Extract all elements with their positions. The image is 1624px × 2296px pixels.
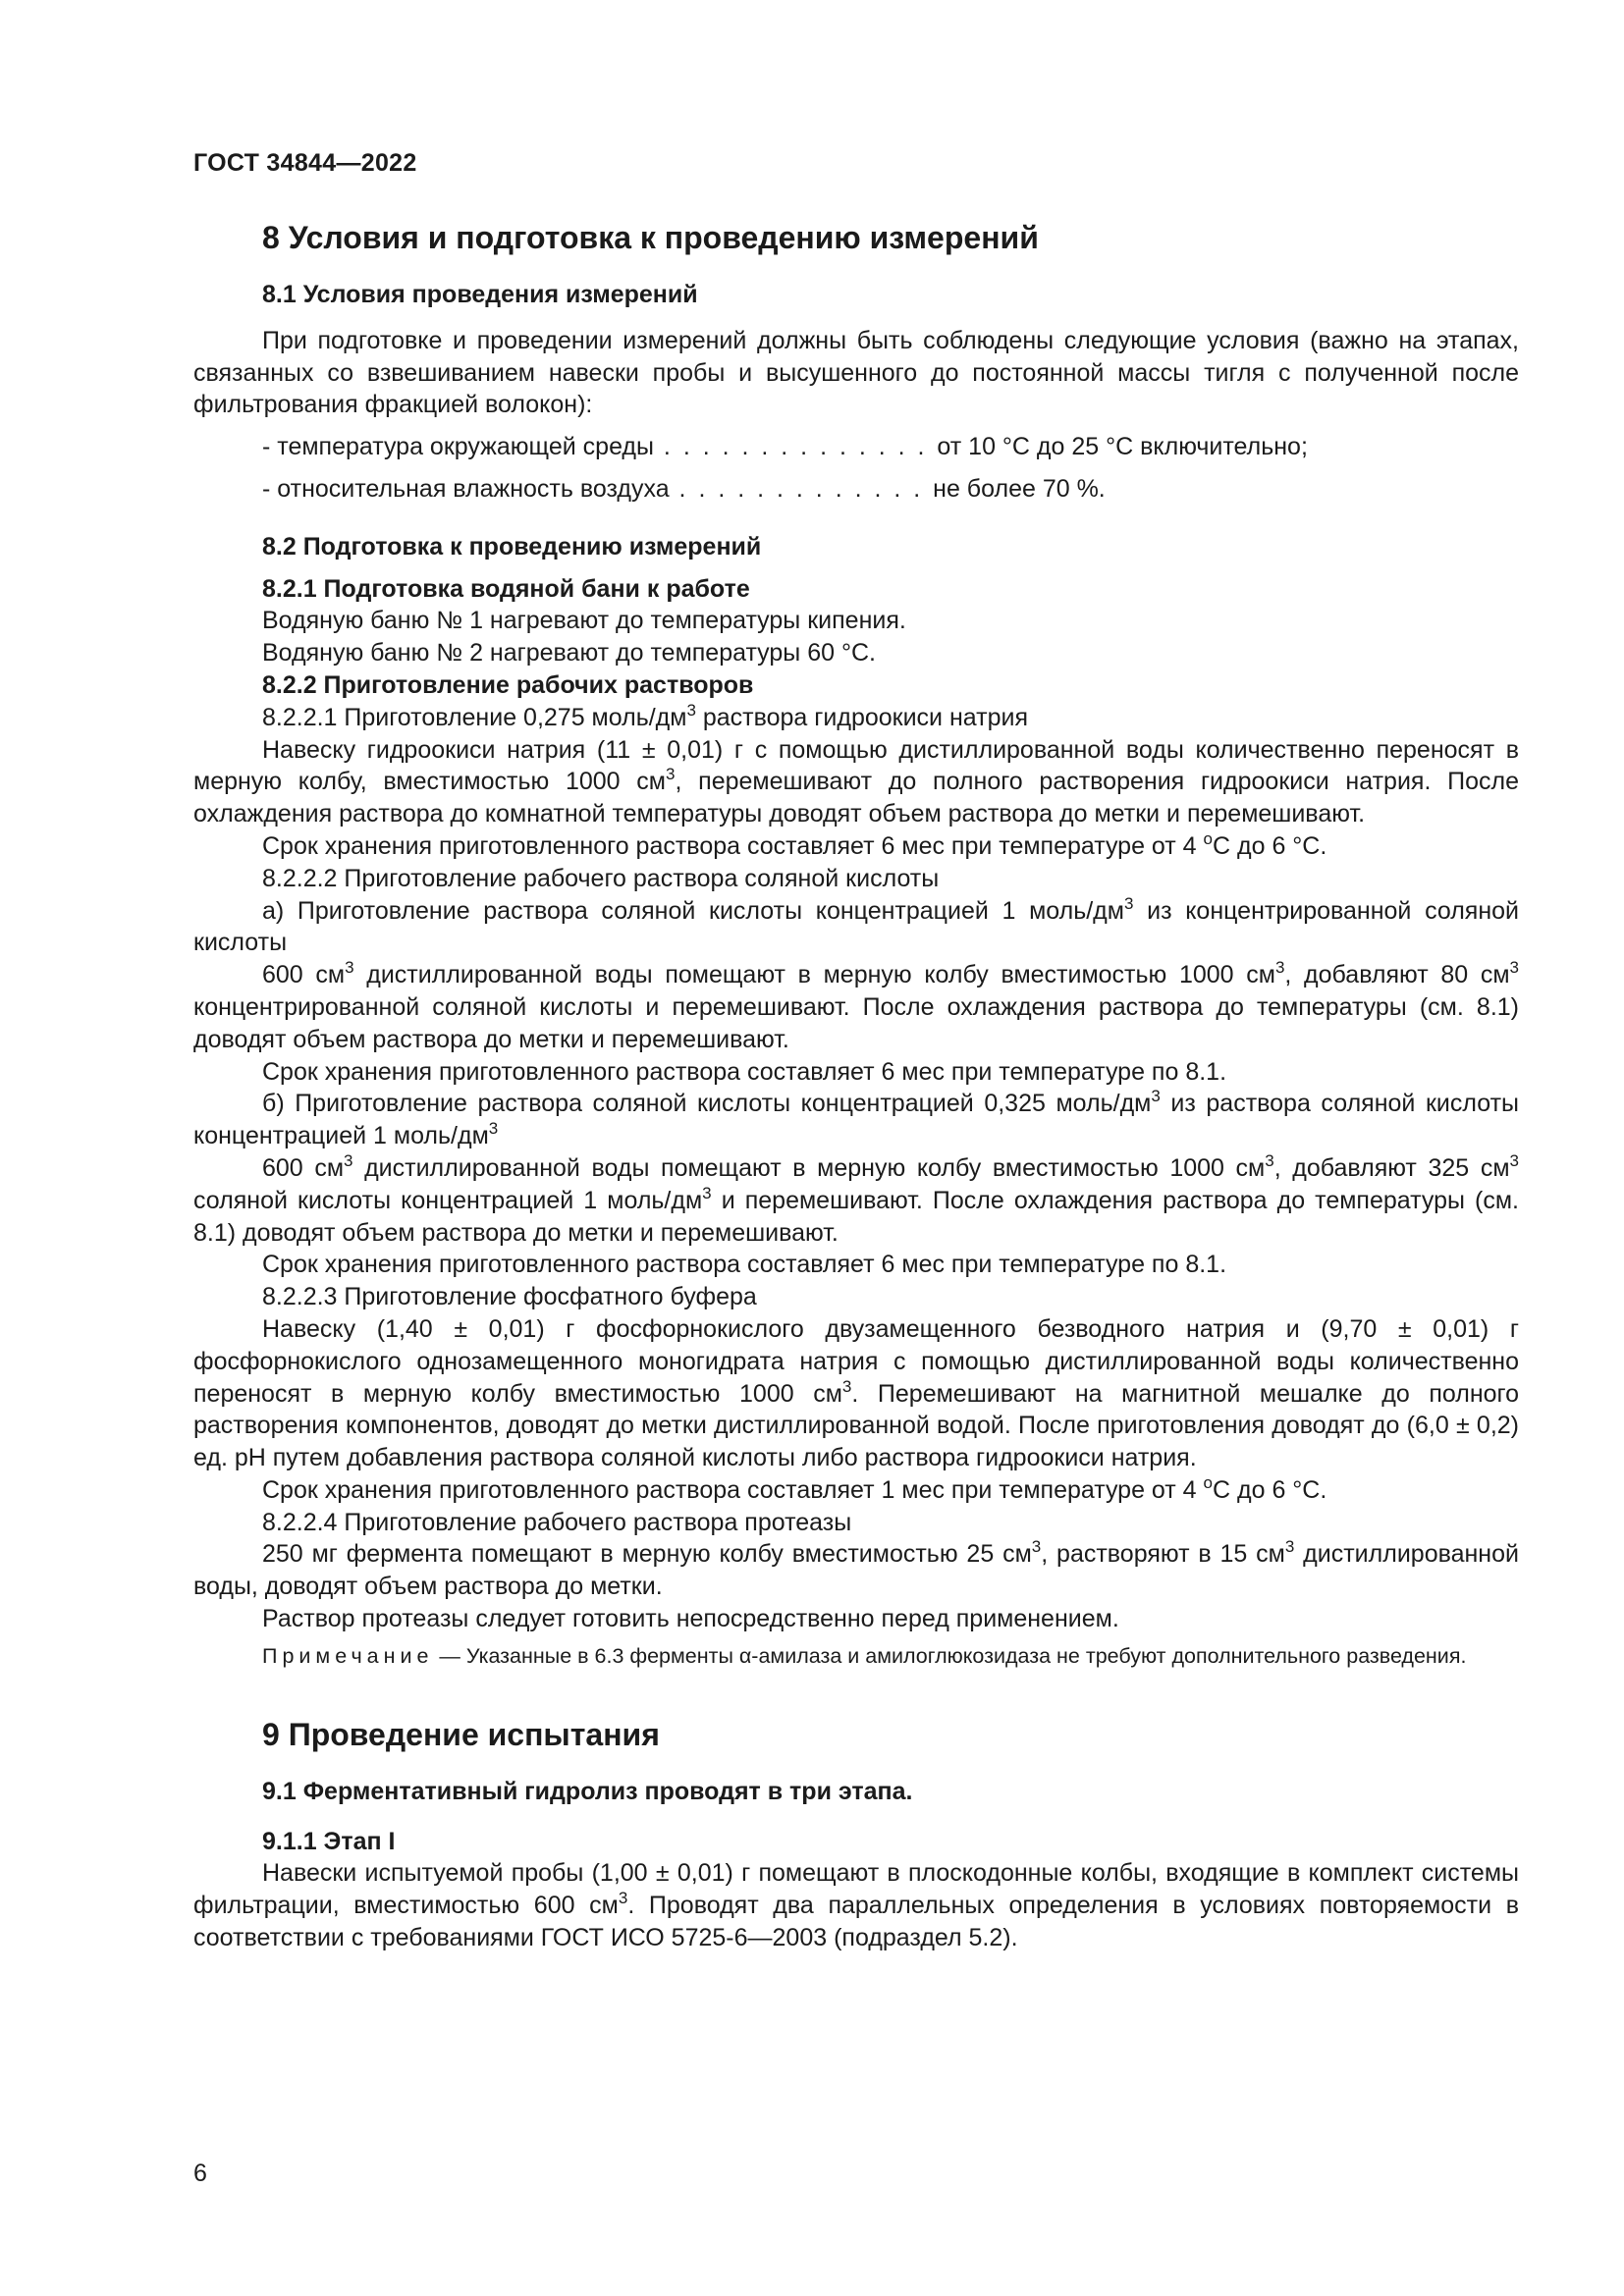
paragraph: Навеску (1,40 ± 0,01) г фосфорнокислого двузамещенного безводного натрия и (9,70 ± 0,01) г фосфорнокислого однозамещенного моногидрата натрия с помощью дистиллированной воды количественно переносят в мерную колбу вместимостью 1000 $см^3$. Перемешивают на магнитной мешалке до полного растворения компонентов, доводят до метки дистиллированной водой. После приготовления доводят до (6,0 ± 0,2) ед. рН путем добавления раствора соляной кислоты либо раствора гидроокиси натрия.: [193, 1314, 1519, 1472]
condition-temperature: - температура окружающей среды . . . . . . . . . . . . . . от 10 °С до 25 °С включительно;: [262, 433, 1308, 461]
section-9-title: 9 Проведение испытания: [262, 1716, 660, 1752]
paragraph: Срок хранения приготовленного раствора составляет 6 мес при температуре по 8.1.: [262, 1251, 1227, 1279]
paragraph: 8.2.2.4 Приготовление рабочего раствора протеазы: [262, 1508, 852, 1536]
section-8-title: 8 Условия и подготовка к проведению измерений: [262, 220, 1039, 255]
paragraph: Навеску гидроокиси натрия (11 ± 0,01) г с помощью дистиллированной воды количественно переносят в мерную колбу, вместимостью 1000 $см^3$, перемешивают до полного растворения гидроокиси натрия. После охлаждения раствора до комнатной температуры доводят объем раствора до метки и перемешивают.: [193, 735, 1519, 828]
paragraph: а) Приготовление раствора соляной кислоты концентрацией 1 моль/$дм^3$ из концентрированной соляной кислоты: [193, 893, 1520, 957]
section-9-1-1-title: 9.1.1 Этап I: [262, 1827, 396, 1855]
note-label: Примечание: [262, 1643, 434, 1668]
paragraph: Срок хранения приготовленного раствора составляет 6 мес при температуре от 4 $^о$С до 6 °С.: [262, 828, 1327, 860]
page-number: 6: [193, 2160, 207, 2187]
section-9-1-title: 9.1 Ферментативный гидролиз проводят в три этапа.: [262, 1777, 913, 1805]
paragraph: Водяную баню № 2 нагревают до температуры 60 °С.: [262, 639, 876, 667]
paragraph: 600 $см^3$ дистиллированной воды помещают в мерную колбу вместимостью 1000 $см^3$, добавляют 80 $см^3$ концентрированной соляной кислоты и перемешивают. После охлаждения раствора до температуры (см. 8.1) доводят объем раствора до метки и перемешивают.: [193, 958, 1519, 1053]
document-header: ГОСТ 34844—2022: [193, 149, 417, 177]
section-8-1-title: 8.1 Условия проведения измерений: [262, 281, 698, 308]
document-body: [193, 218, 1519, 1954]
note: Примечание — Указанные в 6.3 ферменты α-амилаза и амилоглюкозидаза не требуют дополнительного разведения.: [262, 1643, 1467, 1668]
paragraph: 250 мг фермента помещают в мерную колбу вместимостью 25 $см^3$, растворяют в 15 $см^3$ дистиллированной воды, доводят объем раствора до метки.: [193, 1537, 1519, 1601]
condition-humidity: - относительная влажность воздуха . . . . . . . . . . . . . не более 70 %.: [262, 474, 1106, 503]
paragraph: Раствор протеазы следует готовить непосредственно перед применением.: [262, 1605, 1119, 1633]
paragraph: Срок хранения приготовленного раствора составляет 1 мес при температуре от 4 $^о$С до 6 °С.: [262, 1472, 1327, 1504]
paragraph: Срок хранения приготовленного раствора составляет 6 мес при температуре по 8.1.: [262, 1057, 1227, 1086]
paragraph: При подготовке и проведении измерений должны быть соблюдены следующие условия (важно на этапах, связанных со взвешиванием навески пробы и высушенного до постоянной массы тигля с полученной после фильтрования фракцией волокон):: [193, 326, 1519, 419]
section-8-2-2-title: 8.2.2 Приготовление рабочих растворов: [262, 670, 754, 699]
paragraph: 8.2.2.1 Приготовление 0,275 моль/$дм^3$ раствора гидроокиси натрия: [262, 700, 1028, 731]
section-8-2-title: 8.2 Подготовка к проведению измерений: [262, 532, 762, 561]
section-8-2-1-title: 8.2.1 Подготовка водяной бани к работе: [262, 574, 750, 603]
paragraph: 8.2.2.3 Приготовление фосфатного буфера: [262, 1283, 757, 1311]
paragraph: 8.2.2.2 Приготовление рабочего раствора соляной кислоты: [262, 864, 940, 892]
paragraph: б) Приготовление раствора соляной кислоты концентрацией 0,325 моль/$дм^3$ из раствора соляной кислоты концентрацией 1 моль/$дм^3$: [193, 1087, 1519, 1150]
paragraph: 600 $см^3$ дистиллированной воды помещают в мерную колбу вместимостью 1000 $см^3$, добавляют 325 $см^3$ соляной кислоты концентрацией 1 моль/$дм^3$ и перемешивают. После охлаждения раствора до температуры (см. 8.1) доводят объем раствора до метки и перемешивают.: [193, 1150, 1519, 1247]
paragraph: Водяную баню № 1 нагревают до температуры кипения.: [262, 607, 906, 635]
paragraph: Навески испытуемой пробы (1,00 ± 0,01) г помещают в плоскодонные колбы, входящие в комплект системы фильтрации, вместимостью 600 $см^3$. Проводят два параллельных определения в условиях повторяемости в соответствии с требованиями ГОСТ ИСО 5725-6—2003 (подраздел 5.2).: [193, 1859, 1519, 1952]
